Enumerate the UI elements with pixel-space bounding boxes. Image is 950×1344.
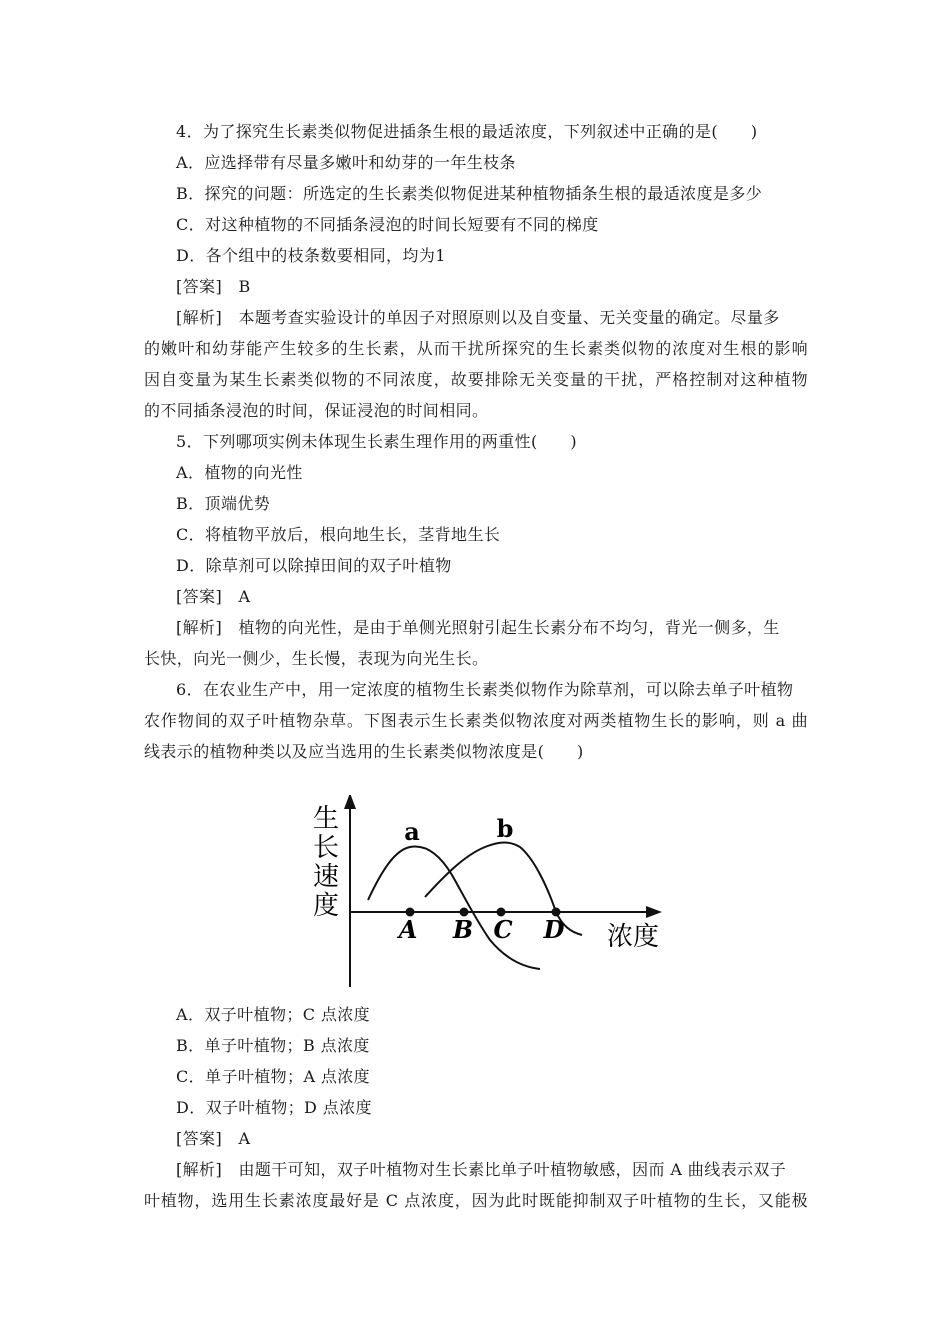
- curve-b-label: b: [496, 814, 514, 843]
- point-b-label: B: [452, 915, 474, 944]
- y-axis-arrow: [344, 795, 356, 809]
- q4-answer: [答案] B: [176, 277, 251, 296]
- q6-option-d: D．双子叶植物；D 点浓度: [176, 1098, 372, 1117]
- y-axis-label-char-1: 生: [312, 804, 340, 834]
- q4-option-a: A．应选择带有尽量多嫩叶和幼芽的一年生枝条: [176, 153, 516, 172]
- q6-option-c: C．单子叶植物；A 点浓度: [176, 1067, 371, 1086]
- point-d-label: D: [543, 915, 565, 944]
- x-axis-label: 浓度: [606, 922, 660, 952]
- q4-stem: 4．为了探究生长素类似物促进插条生根的最适浓度，下列叙述中正确的是( ): [176, 122, 758, 141]
- q4-analysis-line-2: 的嫩叶和幼芽能产生较多的生长素，从而干扰所探究的生长素类似物的浓度对生根的影响: [144, 339, 808, 358]
- q5-stem: 5．下列哪项实例未体现生长素生理作用的两重性( ): [176, 432, 578, 451]
- q5-option-b: B．顶端优势: [176, 494, 271, 513]
- y-axis-label-char-3: 速: [312, 862, 340, 892]
- point-a-label: A: [398, 915, 418, 944]
- q6-stem-line-1: 6．在农业生产中，用一定浓度的植物生长素类似物作为除草剂，可以除去单子叶植物: [176, 680, 794, 699]
- q6-stem-line-2: 农作物间的双子叶植物杂草。下图表示生长素类似物浓度对两类植物生长的影响，则 a 曲: [144, 711, 808, 730]
- y-axis-label-char-2: 长: [312, 833, 340, 863]
- curve-a: [368, 847, 540, 969]
- q5-answer: [答案] A: [176, 587, 251, 606]
- q6-stem-line-3: 线表示的植物种类以及应当选用的生长素类似物浓度是( ): [144, 742, 584, 761]
- q5-analysis-line-2: 长快，向光一侧少，生长慢，表现为向光生长。: [144, 649, 489, 668]
- q4-option-d: D．各个组中的枝条数要相同，均为1: [176, 246, 446, 265]
- q5-option-d: D．除草剂可以除掉田间的双子叶植物: [176, 556, 452, 575]
- x-axis-arrow: [646, 906, 662, 918]
- q4-option-c: C．对这种植物的不同插条浸泡的时间长短要有不同的梯度: [176, 215, 599, 234]
- q4-analysis-line-4: 的不同插条浸泡的时间，保证浸泡的时间相同。: [144, 401, 489, 420]
- q6-analysis-line-1: [解析] 由题干可知，双子叶植物对生长素比单子叶植物敏感，因而 A 曲线表示双子: [176, 1160, 787, 1179]
- y-axis-label-char-4: 度: [312, 891, 340, 921]
- curve-a-label: a: [404, 817, 420, 846]
- q4-analysis-line-3: 因自变量为某生长素类似物的不同浓度，故要排除无关变量的干扰，严格控制对这种植物: [144, 370, 808, 389]
- q6-option-b: B．单子叶植物；B 点浓度: [176, 1036, 370, 1055]
- q5-option-c: C．将植物平放后，根向地生长，茎背地生长: [176, 525, 501, 544]
- q6-option-a: A．双子叶植物；C 点浓度: [176, 1005, 371, 1024]
- q6-answer: [答案] A: [176, 1129, 251, 1148]
- q5-option-a: A．植物的向光性: [176, 463, 303, 482]
- q4-option-b: B．探究的问题：所选定的生长素类似物促进某种植物插条生根的最适浓度是多少: [176, 184, 763, 203]
- q4-analysis-line-1: [解析] 本题考查实验设计的单因子对照原则以及自变量、无关变量的确定。尽量多: [176, 308, 780, 327]
- growth-curve-svg: [300, 795, 680, 995]
- q5-analysis-line-1: [解析] 植物的向光性，是由于单侧光照射引起生长素分布不均匀，背光一侧多，生: [176, 618, 780, 637]
- point-c-label: C: [493, 915, 513, 944]
- q6-analysis-line-2: 叶植物，选用生长素浓度最好是 C 点浓度，因为此时既能抑制双子叶植物的生长，又能极: [144, 1191, 808, 1210]
- growth-curve-figure: [300, 795, 680, 995]
